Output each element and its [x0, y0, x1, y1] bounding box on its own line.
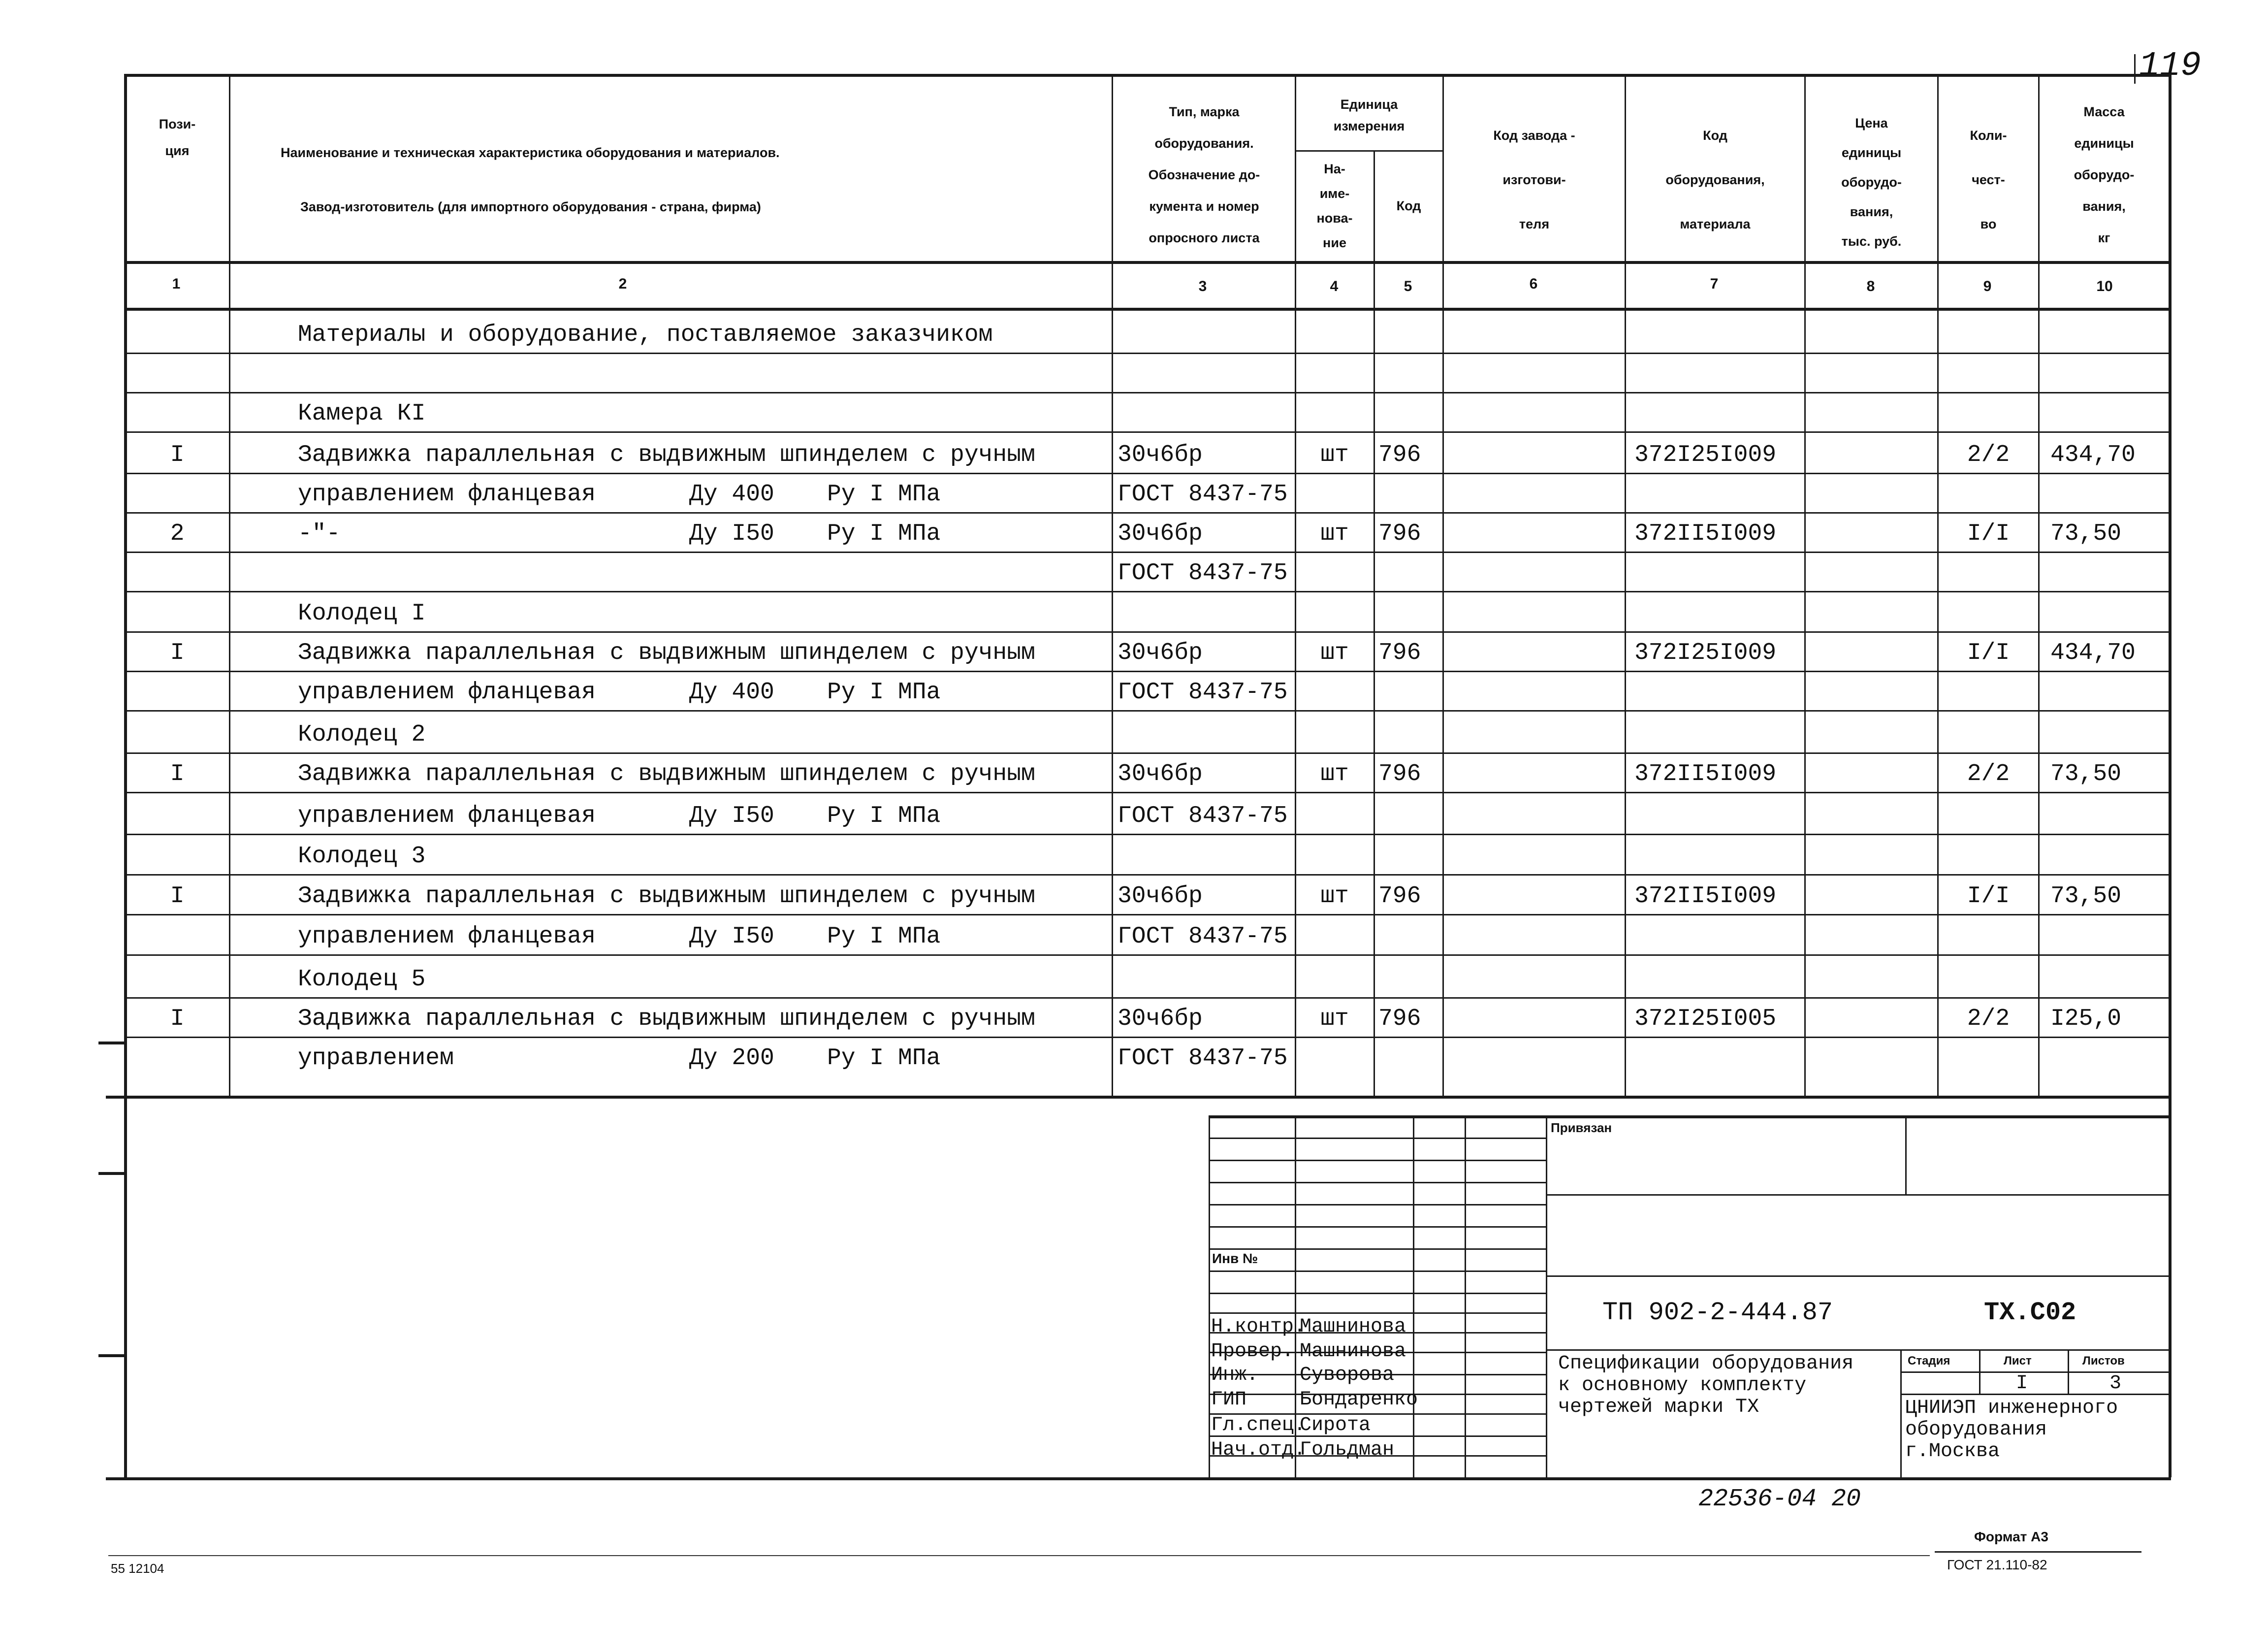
tb-privyazan-label: Привязан [1551, 1120, 1612, 1135]
cell-name: Задвижка параллельная с выдвижным шпинделем с ручным [298, 761, 1035, 787]
cell-du: Ду 400 [689, 481, 774, 508]
cell-equip: 372II5I009 [1634, 761, 1777, 787]
header-col8: Цена единицы оборудо- вания, тыс. руб. [1841, 116, 1902, 249]
cell-type: 30ч6бр [1118, 442, 1203, 468]
cell-du: Ду I50 [689, 923, 774, 950]
cell-du: Ду 200 [689, 1045, 774, 1072]
cell-pos: I [170, 1006, 185, 1032]
cell-equip: 372II5I009 [1634, 883, 1777, 910]
tb-sig-row-line [1209, 1182, 1546, 1183]
cell-code: 796 [1378, 761, 1421, 787]
numbers-bottom-line [124, 308, 2171, 311]
cell-name: Камера КI [298, 400, 426, 427]
cell-ru: Ру I МПа [827, 803, 941, 829]
cell-type: ГОСТ 8437-75 [1118, 1045, 1288, 1072]
cell-qty: I/I [1967, 521, 2010, 547]
row-line [124, 591, 2170, 592]
row-line [124, 512, 2170, 514]
corner-tick [2134, 54, 2136, 84]
tb-signer-role: Гл.спец. [1211, 1414, 1306, 1436]
cell-equip: 372I25I009 [1634, 640, 1777, 666]
tb-signer-name: Гольдман [1300, 1439, 1395, 1461]
cell-name: Колодец 5 [298, 966, 426, 993]
header-col5: Код [1396, 198, 1421, 213]
cell-name: Задвижка параллельная с выдвижным шпинделем с ручным [298, 640, 1035, 666]
cell-name: управлением фланцевая [298, 481, 596, 508]
tb-left-border [1209, 1115, 1210, 1477]
cell-name: Колодец 2 [298, 721, 426, 748]
row-line [124, 1037, 2170, 1038]
tb-title-divider [1900, 1349, 1902, 1477]
row-line [124, 914, 2170, 915]
tb-project-code: ТП 902-2-444.87 [1602, 1298, 1833, 1327]
tb-sig-row-line [1209, 1138, 1546, 1139]
cell-qty: I/I [1967, 883, 2010, 910]
tb-stage-line [1900, 1371, 2169, 1373]
tb-organization: ЦНИИЭП инженерного оборудования г.Москва [1905, 1397, 2118, 1463]
col-number-1: 1 [172, 276, 181, 292]
cell-code: 796 [1378, 640, 1421, 666]
col-divider-2 [1112, 74, 1113, 1096]
cell-name: управлением [298, 1045, 454, 1072]
cell-qty: 2/2 [1967, 442, 2010, 468]
cell-code: 796 [1378, 1006, 1421, 1032]
row-line [124, 473, 2170, 474]
cell-ru: Ру I МПа [827, 481, 941, 508]
row-line [124, 671, 2170, 672]
table-right-border [2169, 74, 2172, 1477]
cell-mass: 73,50 [2050, 521, 2122, 547]
cell-name: Колодец I [298, 600, 426, 627]
cell-name: управлением фланцевая [298, 923, 596, 950]
cell-equip: 372I25I005 [1634, 1006, 1777, 1032]
tb-sig-row-line [1209, 1312, 1546, 1314]
tb-sheets-label: Листов [2082, 1354, 2125, 1368]
inventory-number: 22536-04 20 [1698, 1485, 1861, 1513]
unit-subheader-line [1295, 150, 1442, 152]
cell-type: ГОСТ 8437-75 [1118, 679, 1288, 706]
tb-sig-col-2 [1413, 1115, 1414, 1477]
cell-ru: Ру I МПа [827, 923, 941, 950]
header-col4: На- име- нова- ние [1316, 162, 1353, 250]
cell-qty: 2/2 [1967, 761, 2010, 787]
header-col1: Пози- ция [159, 117, 196, 158]
col-divider-1 [229, 74, 230, 1096]
tb-sheet-label: Лист [2004, 1354, 2032, 1368]
row-line [124, 834, 2170, 835]
tb-signer-role: Н.контр. [1211, 1316, 1306, 1338]
col-number-10: 10 [2096, 278, 2113, 294]
sheet-corner-number: 119 [2139, 47, 2202, 86]
tb-inv-label: Инв № [1212, 1251, 1258, 1266]
row-line [124, 353, 2170, 354]
col-number-6: 6 [1529, 276, 1538, 292]
col-number-9: 9 [1983, 278, 1992, 294]
col-number-8: 8 [1866, 278, 1875, 294]
cell-qty: 2/2 [1967, 1006, 2010, 1032]
gost-label: ГОСТ 21.110-82 [1947, 1557, 2047, 1572]
tb-doc-code: ТХ.С02 [1984, 1298, 2076, 1327]
header-col7: Код оборудования, материала [1665, 128, 1765, 231]
row-line [124, 874, 2170, 876]
cell-du: Ду I50 [689, 803, 774, 829]
margin-tick [98, 1354, 126, 1357]
row-line [124, 392, 2170, 393]
tb-signer-name: Машнинова [1300, 1340, 1406, 1363]
tb-stage-values-line [1900, 1394, 2169, 1395]
col-number-5: 5 [1404, 278, 1412, 294]
tb-signer-name: Бондаренко [1300, 1389, 1418, 1411]
header-col9: Коли- чест- во [1970, 128, 2007, 231]
footer-line [1935, 1551, 2141, 1553]
tb-privyazan-bottom [1546, 1194, 2169, 1196]
tb-sig-row-line [1209, 1293, 1546, 1294]
tb-sig-row-line [1209, 1226, 1546, 1228]
tb-project-bottom [1546, 1349, 2169, 1351]
cell-name: -"- [298, 521, 341, 547]
cell-du: Ду I50 [689, 521, 774, 547]
row-line [124, 997, 2170, 999]
cell-name: Задвижка параллельная с выдвижным шпинделем с ручным [298, 442, 1035, 468]
cell-pos: I [170, 640, 185, 666]
row-line [124, 752, 2170, 754]
header-col10: Масса единицы оборудо- вания, кг [2074, 104, 2135, 245]
cell-equip: 372II5I009 [1634, 521, 1777, 547]
row-line [124, 792, 2170, 793]
cell-name: управлением фланцевая [298, 803, 596, 829]
cell-mass: 434,70 [2050, 442, 2136, 468]
cell-qty: I/I [1967, 640, 2010, 666]
cell-mass: 434,70 [2050, 640, 2136, 666]
tb-signer-role: Инж. [1211, 1364, 1259, 1386]
left-code: 55 12104 [111, 1561, 164, 1576]
col-number-2: 2 [618, 276, 627, 292]
header-bottom-line [124, 261, 2171, 264]
tb-signer-role: Провер. [1211, 1340, 1294, 1363]
tb-signer-name: Сирота [1300, 1414, 1371, 1436]
cell-type: ГОСТ 8437-75 [1118, 803, 1288, 829]
header-unit-title: Единица измерения [1333, 97, 1405, 133]
cell-mass: 73,50 [2050, 761, 2122, 787]
cell-name: Колодец 3 [298, 843, 426, 870]
cell-equip: 372I25I009 [1634, 442, 1777, 468]
tb-signer-name: Суворова [1300, 1364, 1395, 1386]
cell-type: 30ч6бр [1118, 1006, 1203, 1032]
header-col2: Наименование и техническая характеристика оборудования и материалов. Завод-изготовитель (для импортного оборудования - страна, фирма) [281, 145, 780, 214]
cell-mass: 73,50 [2050, 883, 2122, 910]
cell-unit: шт [1320, 442, 1349, 468]
row-line [124, 431, 2170, 433]
col-number-7: 7 [1710, 276, 1719, 292]
tb-sig-col-3 [1465, 1115, 1466, 1477]
cell-pos: 2 [170, 521, 185, 547]
cell-type: 30ч6бр [1118, 883, 1203, 910]
cell-code: 796 [1378, 442, 1421, 468]
row-line [124, 954, 2170, 956]
cell-ru: Ру I МПа [827, 1045, 941, 1072]
col-divider-4 [1374, 150, 1375, 1096]
tb-sheets-value: 3 [2109, 1372, 2122, 1395]
cell-type: 30ч6бр [1118, 521, 1203, 547]
tb-project-top [1546, 1275, 2169, 1277]
cell-ru: Ру I МПа [827, 679, 941, 706]
cell-unit: шт [1320, 883, 1349, 910]
table-bottom-line [106, 1096, 2171, 1099]
cell-type: ГОСТ 8437-75 [1118, 560, 1288, 586]
cell-name: Материалы и оборудование, поставляемое заказчиком [298, 322, 993, 348]
cell-unit: шт [1320, 640, 1349, 666]
cell-name: управлением фланцевая [298, 679, 596, 706]
table-top-border [124, 74, 2171, 77]
tb-stage-label: Стадия [1908, 1354, 1950, 1368]
cell-type: ГОСТ 8437-75 [1118, 481, 1288, 508]
row-line [124, 631, 2170, 633]
cell-unit: шт [1320, 761, 1349, 787]
tb-sig-row-line [1209, 1248, 1546, 1250]
cell-pos: I [170, 883, 185, 910]
tb-stage-col-2 [2068, 1349, 2069, 1394]
cell-unit: шт [1320, 1006, 1349, 1032]
tb-sig-col-4 [1546, 1115, 1547, 1477]
row-line [124, 710, 2170, 712]
cell-pos: I [170, 761, 185, 787]
tb-stage-col-1 [1979, 1349, 1981, 1394]
cell-type: 30ч6бр [1118, 761, 1203, 787]
tb-sheet-value: I [2016, 1372, 2028, 1395]
cell-ru: Ру I МПа [827, 521, 941, 547]
tb-privyazan-divider [1905, 1115, 1907, 1194]
cell-mass: I25,0 [2050, 1006, 2122, 1032]
format-label: Формат А3 [1974, 1529, 2048, 1544]
cell-unit: шт [1320, 521, 1349, 547]
col-number-4: 4 [1330, 278, 1339, 294]
tb-doc-title: Спецификации оборудования к основному комплекту чертежей марки ТХ [1558, 1353, 1854, 1418]
tb-top-line [1209, 1115, 2169, 1118]
cell-type: 30ч6бр [1118, 640, 1203, 666]
col-number-3: 3 [1198, 278, 1207, 294]
margin-tick [98, 1172, 126, 1175]
cell-code: 796 [1378, 883, 1421, 910]
tb-sig-row-line [1209, 1270, 1546, 1272]
footer-bottom-line [108, 1555, 1930, 1556]
tb-sig-row-line [1209, 1160, 1546, 1161]
cell-type: ГОСТ 8437-75 [1118, 923, 1288, 950]
header-col3: Тип, марка оборудования. Обозначение до- кумента и номер опросного листа [1148, 104, 1260, 245]
tb-signer-role: ГИП [1211, 1389, 1247, 1411]
tb-signer-name: Машнинова [1300, 1316, 1406, 1338]
frame-bottom-line [106, 1477, 2171, 1480]
tb-signer-role: Нач.отд. [1211, 1439, 1306, 1461]
cell-pos: I [170, 442, 185, 468]
cell-du: Ду 400 [689, 679, 774, 706]
cell-code: 796 [1378, 521, 1421, 547]
tb-sig-row-line [1209, 1204, 1546, 1205]
row-line [124, 552, 2170, 553]
cell-name: Задвижка параллельная с выдвижным шпинделем с ручным [298, 883, 1035, 910]
header-col6: Код завода - изготови- теля [1493, 128, 1575, 231]
margin-tick [98, 1042, 126, 1044]
cell-name: Задвижка параллельная с выдвижным шпинделем с ручным [298, 1006, 1035, 1032]
